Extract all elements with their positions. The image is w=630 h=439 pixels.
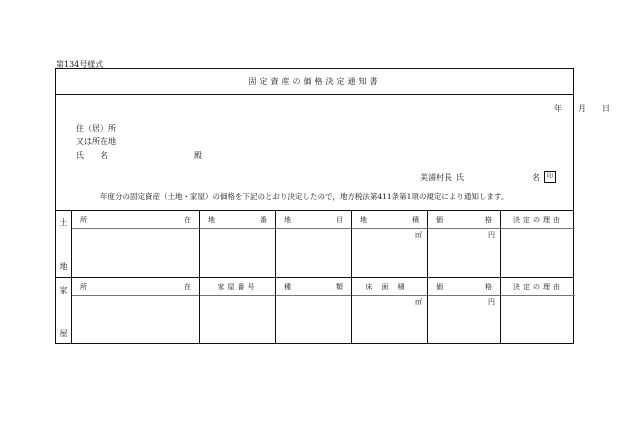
location-label: 又は所在地 [76,137,116,146]
col-divider-1 [199,210,200,344]
col-divider-2 [275,210,276,344]
issuer-name-label-2: 名 [532,173,540,182]
house-header-location: 所 在 [80,282,191,291]
notice-text: 年度分の固定資産（土地・家屋）の価格を下記のとおり決定したので，地方税法第411条第1項の規定により通知します。 [100,192,509,201]
date-day-label: 日 [602,104,610,113]
house-side-label-top: 家 [59,286,68,295]
land-price-unit: 円 [488,231,495,239]
issuer-name-label-1: 氏 [456,173,464,182]
house-area-unit: ㎡ [415,298,422,306]
land-side-label-bottom: 地 [59,262,68,271]
col-divider-4 [427,210,428,344]
name-label-first: 氏 [76,151,84,160]
address-label: 住（居）所 [76,124,116,133]
notice-form [55,68,610,344]
col-divider-5 [500,210,501,344]
land-header-area: 地 積 [360,215,419,224]
house-header-type: 種 類 [284,282,343,291]
house-price-unit: 円 [488,298,495,306]
land-header-reason: 決定の理由 [513,215,563,224]
side-divider [71,210,72,344]
name-label-second: 名 [100,151,108,160]
land-header-lot-number: 地 番 [208,215,267,224]
land-header-land-category: 地 目 [284,215,343,224]
date-year-label: 年 [554,104,562,113]
seal-stamp [542,171,556,183]
house-header-house-number: 家屋番号 [217,282,258,291]
house-header-floor-area: 床面積 [365,282,414,291]
land-area-unit: ㎡ [415,231,422,239]
col-divider-3 [351,210,352,344]
house-header-price: 価 格 [436,282,492,291]
house-header-reason: 決定の理由 [513,282,563,291]
honorific: 殿 [194,151,202,160]
form-title: 固定資産の価格決定通知書 [56,69,573,95]
issuer-title: 美浦村長 [420,173,452,182]
land-side-label-top: 土 [59,218,68,227]
land-header-price: 価 格 [436,215,492,224]
date-month-label: 月 [578,104,586,113]
seal-icon: 印 [544,171,556,183]
land-header-location: 所 在 [80,215,191,224]
house-side-label-bottom: 屋 [59,329,68,338]
form-number: 第134号様式 [56,60,104,69]
